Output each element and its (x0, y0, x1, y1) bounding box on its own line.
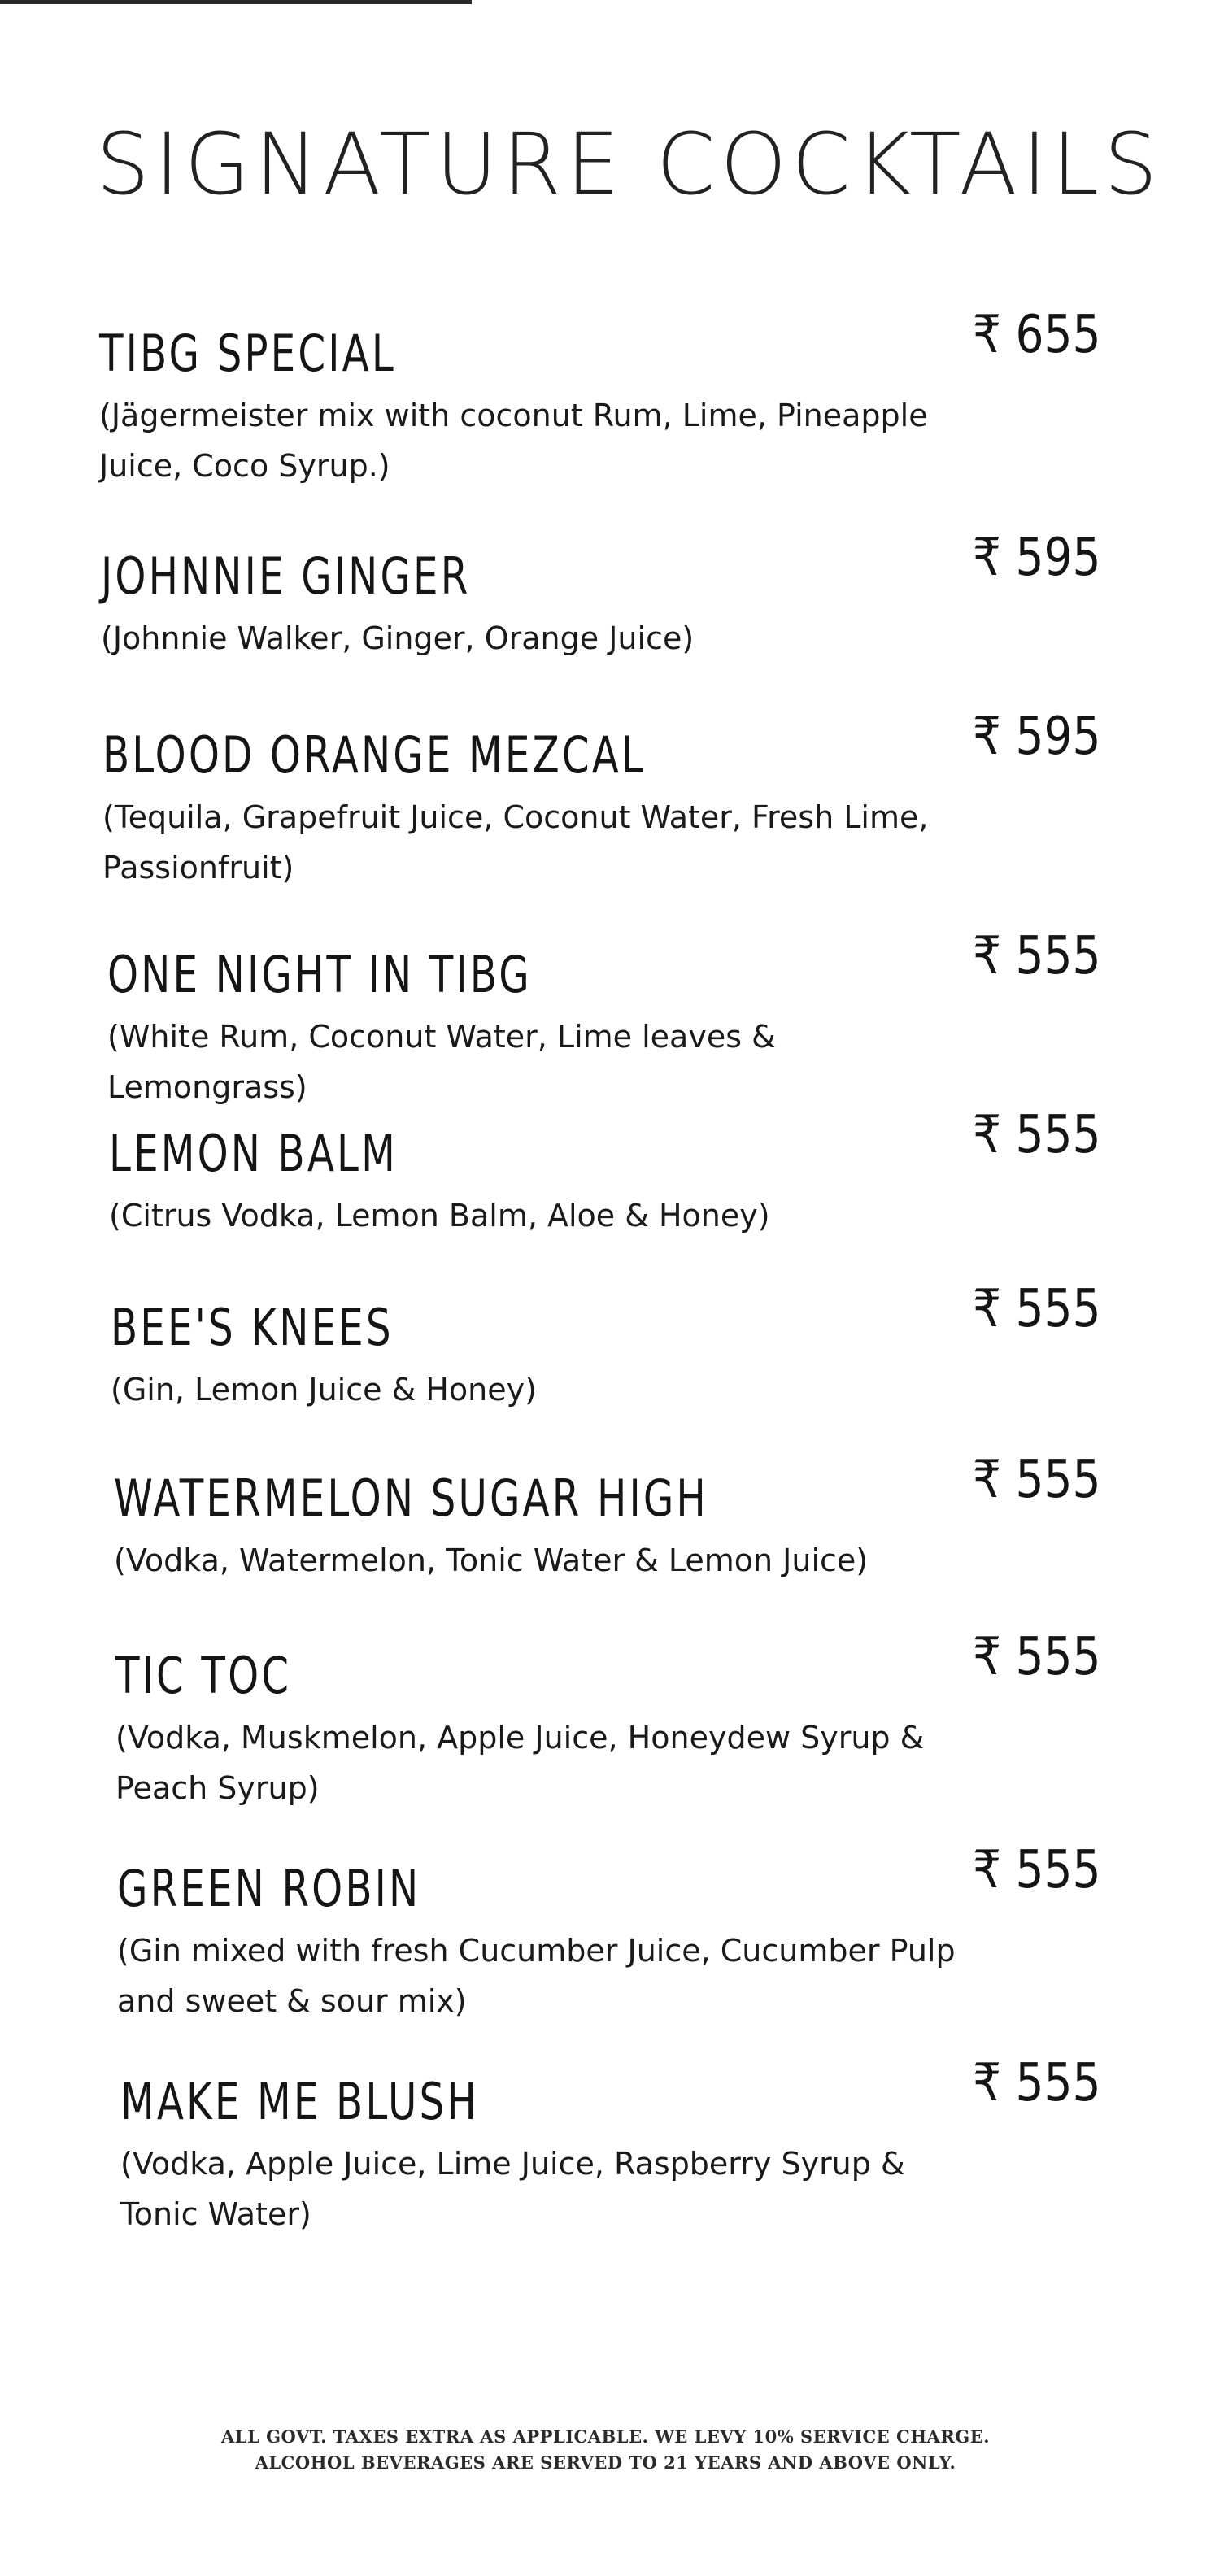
item-name: WATERMELON SUGAR HIGH (114, 1469, 708, 1528)
item-name: GREEN ROBIN (117, 1859, 421, 1918)
item-description: (Jägermeister mix with coconut Rum, Lime, Pineapple Juice, Coco Syrup.) (99, 398, 928, 484)
section-title: SIGNATURE COCKTAILS (96, 115, 1163, 214)
item-price: ₹ 555 (973, 2053, 1101, 2113)
item-description: (Vodka, Muskmelon, Apple Juice, Honeydew Syrup & Peach Syrup) (115, 1720, 925, 1806)
item-name: MAKE ME BLUSH (120, 2072, 479, 2131)
item-price: ₹ 595 (973, 528, 1101, 588)
item-name: LEMON BALM (109, 1124, 398, 1183)
tax-notice: ALL GOVT. TAXES EXTRA AS APPLICABLE. WE LEVY 10% SERVICE CHARGE. (220, 2426, 991, 2447)
item-description: (Vodka, Watermelon, Tonic Water & Lemon Juice) (114, 1543, 869, 1578)
item-price: ₹ 555 (973, 1627, 1101, 1687)
item-description: (Johnnie Walker, Ginger, Orange Juice) (101, 620, 695, 656)
item-price: ₹ 655 (973, 305, 1101, 365)
item-price: ₹ 555 (973, 1840, 1101, 1900)
item-name: TIBG SPECIAL (99, 324, 396, 383)
item-price: ₹ 595 (973, 707, 1101, 767)
item-description: (Gin, Lemon Juice & Honey) (111, 1372, 537, 1408)
footer-disclaimer (0, 2424, 1211, 2476)
item-description: (White Rum, Coconut Water, Lime leaves & Lemongrass) (107, 1019, 776, 1105)
item-description: (Citrus Vodka, Lemon Balm, Aloe & Honey) (109, 1198, 770, 1234)
item-description: (Tequila, Grapefruit Juice, Coconut Water, Fresh Lime, Passionfruit) (102, 799, 929, 886)
item-description: (Gin mixed with fresh Cucumber Juice, Cucumber Pulp and sweet & sour mix) (117, 1933, 956, 2019)
item-price: ₹ 555 (973, 1105, 1101, 1165)
top-divider (0, 0, 472, 4)
item-name: BLOOD ORANGE MEZCAL (102, 725, 646, 785)
item-price: ₹ 555 (973, 1279, 1101, 1339)
item-name: JOHNNIE GINGER (101, 546, 471, 606)
item-name: TIC TOC (115, 1646, 292, 1705)
item-name: BEE'S KNEES (111, 1298, 394, 1357)
item-price: ₹ 555 (973, 1450, 1101, 1510)
item-description: (Vodka, Apple Juice, Lime Juice, Raspberry Syrup & Tonic Water) (120, 2146, 905, 2232)
age-notice: ALCOHOL BEVERAGES ARE SERVED TO 21 YEARS AND ABOVE ONLY. (255, 2452, 956, 2473)
item-price: ₹ 555 (973, 926, 1101, 986)
item-name: ONE NIGHT IN TIBG (107, 945, 532, 1004)
